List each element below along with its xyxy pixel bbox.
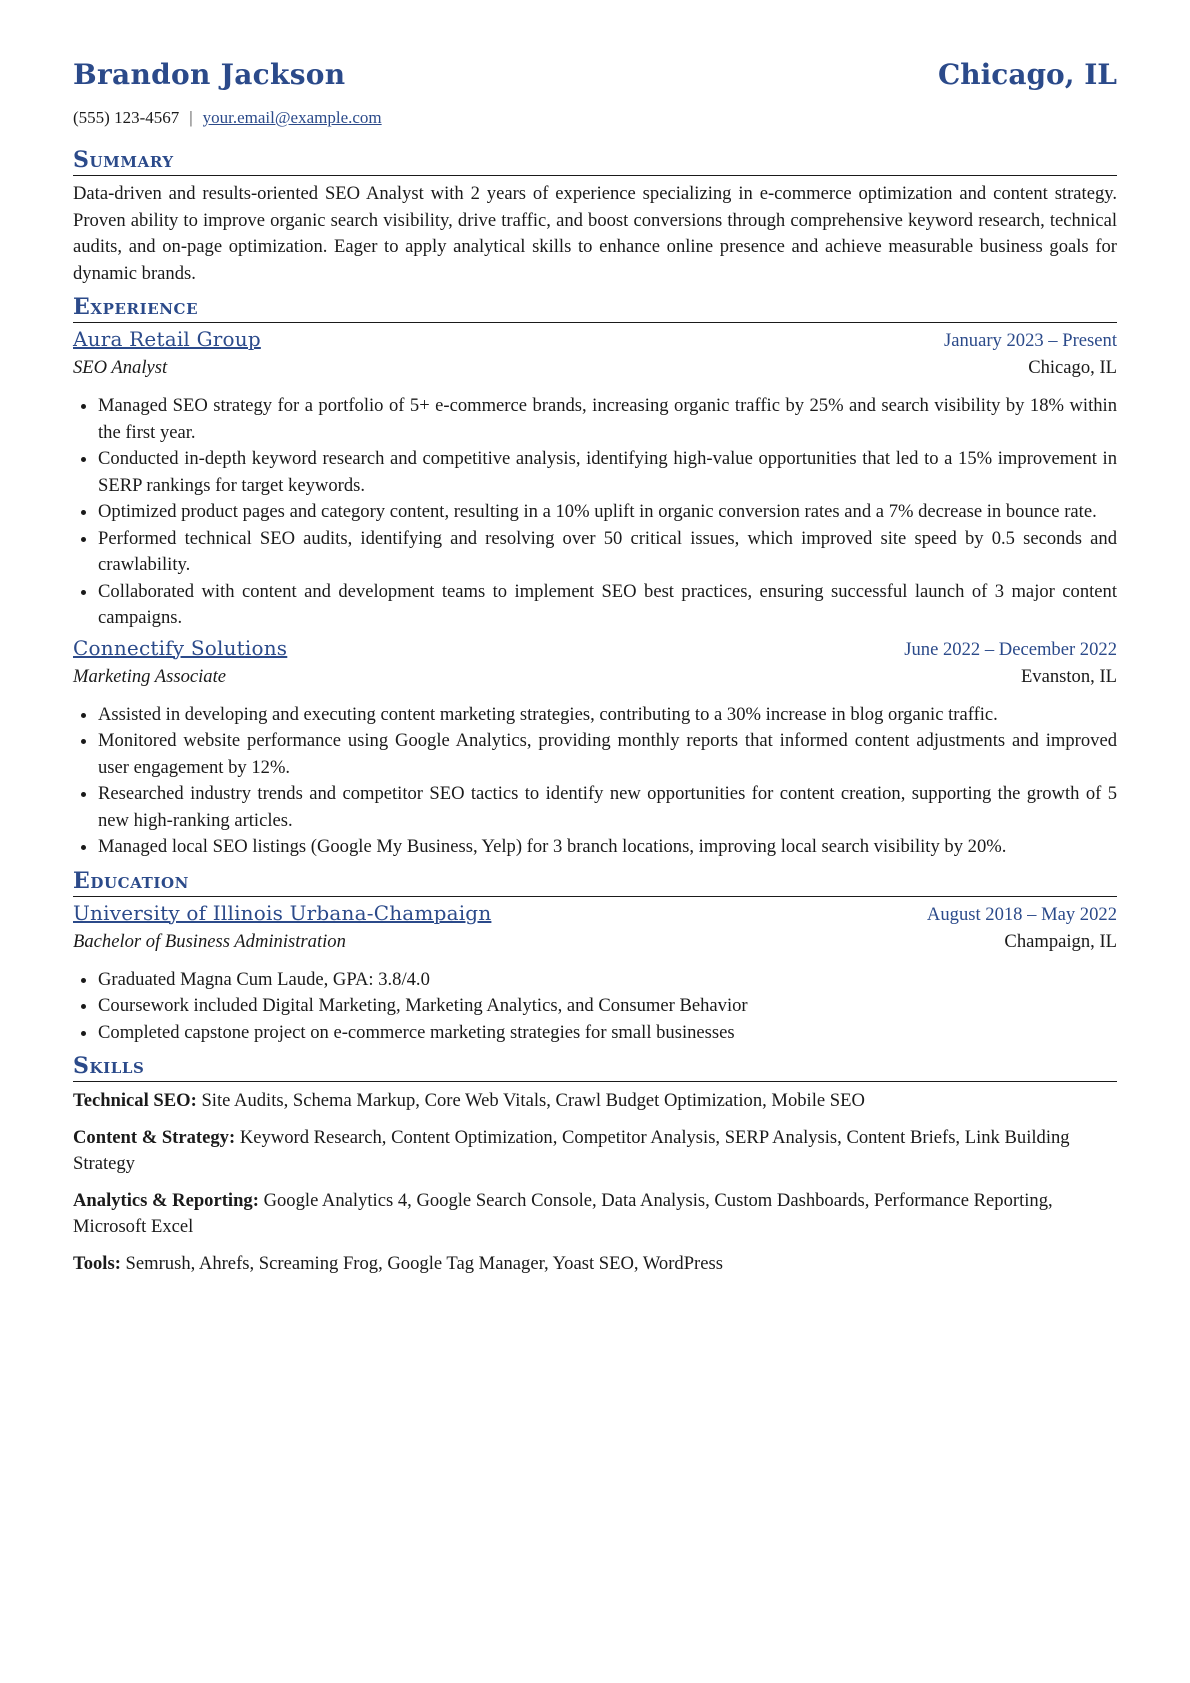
skill-value: Google Analytics 4, Google Search Console, Data Analysis, Custom Dashboards, Performance Reporting, Microsoft Excel — [73, 1189, 1053, 1237]
entry-location: Chicago, IL — [1028, 357, 1117, 378]
experience-section — [73, 293, 1117, 861]
resume-header — [73, 58, 1117, 98]
skills-list — [73, 1088, 1117, 1277]
school-name-link[interactable]: University of Illinois Urbana-Champaign — [73, 900, 492, 925]
entry-location: Champaign, IL — [1004, 930, 1117, 952]
list-item: • Graduated Magna Cum Laude, GPA: 3.8/4.0 — [98, 967, 1117, 994]
list-item: • Managed local SEO listings (Google My Business, Yelp) for 3 branch locations, improving local search visibility by 20%. — [98, 834, 1117, 861]
list-item: • Optimized product pages and category content, resulting in a 10% uplift in organic conversion rates and a 7% decrease in bounce rate. — [98, 499, 1117, 526]
entry-dates: June 2022 – December 2022 — [904, 638, 1117, 660]
skill-label: Technical SEO: — [73, 1090, 197, 1111]
contact-separator: | — [189, 108, 193, 127]
entry-subheader — [73, 357, 1117, 385]
skill-label: Tools: — [73, 1252, 121, 1274]
entry-header — [73, 901, 1117, 931]
entry-header — [73, 636, 1117, 666]
company-name-link[interactable]: Connectify Solutions — [73, 635, 288, 660]
list-item: • Performed technical SEO audits, identifying and resolving over 50 critical issues, which improved site speed by 0.5 seconds and crawlability. — [98, 526, 1117, 579]
entry-header — [73, 327, 1117, 357]
list-item: • Coursework included Digital Marketing, Marketing Analytics, and Consumer Behavior — [98, 993, 1117, 1020]
skill-value: Site Audits, Schema Markup, Core Web Vitals, Crawl Budget Optimization, Mobile SEO — [201, 1090, 865, 1111]
bullet-list — [73, 967, 1117, 1047]
list-item: • Completed capstone project on e-commerce marketing strategies for small businesses — [98, 1020, 1117, 1047]
experience-entry — [73, 327, 1117, 632]
contact-line — [73, 108, 1117, 132]
list-item: • Collaborated with content and development teams to implement SEO best practices, ensuring successful launch of 3 major content campaigns. — [98, 579, 1117, 632]
skill-value: Semrush, Ahrefs, Screaming Frog, Google Tag Manager, Yoast SEO, WordPress — [125, 1252, 723, 1274]
skill-value: Keyword Research, Content Optimization, Competitor Analysis, SERP Analysis, Content Briefs, Link Building Strategy — [73, 1126, 1070, 1174]
bullet-list — [73, 393, 1117, 632]
skill-label: Content & Strategy: — [73, 1126, 236, 1148]
entry-subheader — [73, 931, 1117, 959]
list-item: • Conducted in-depth keyword research and competitive analysis, identifying high-value opportunities that led to a 15% improvement in SERP rankings for target keywords. — [98, 446, 1117, 499]
entry-subheader — [73, 666, 1117, 694]
skill-row — [73, 1188, 1117, 1241]
skill-label: Analytics & Reporting: — [73, 1189, 259, 1211]
education-entry — [73, 901, 1117, 1047]
skill-row — [73, 1125, 1117, 1178]
experience-entry — [73, 636, 1117, 861]
candidate-location: Chicago, IL — [937, 58, 1117, 91]
summary-section — [73, 146, 1117, 287]
job-title: Marketing Associate — [73, 665, 227, 687]
entry-dates: August 2018 – May 2022 — [926, 903, 1117, 925]
degree-title: Bachelor of Business Administration — [73, 930, 346, 952]
list-item: • Monitored website performance using Google Analytics, providing monthly reports that informed content adjustments and improved user engagement by 12%. — [98, 728, 1117, 781]
skills-heading: Skills — [73, 1052, 1117, 1082]
summary-heading: Summary — [73, 146, 1117, 176]
phone-number: (555) 123-4567 — [73, 108, 180, 127]
list-item: • Researched industry trends and competitor SEO tactics to identify new opportunities for content creation, supporting the growth of 5 new high-ranking articles. — [98, 781, 1117, 834]
list-item: • Managed SEO strategy for a portfolio of 5+ e-commerce brands, increasing organic traffic by 25% and search visibility by 18% within the first year. — [98, 393, 1117, 446]
bullet-list — [73, 702, 1117, 861]
experience-heading: Experience — [73, 293, 1117, 323]
entry-location: Evanston, IL — [1020, 665, 1117, 687]
job-title: SEO Analyst — [73, 357, 168, 378]
entry-dates: January 2023 – Present — [944, 330, 1117, 351]
skill-row — [73, 1088, 1117, 1115]
skills-section — [73, 1052, 1117, 1277]
skill-row — [73, 1251, 1117, 1278]
list-item: • Assisted in developing and executing content marketing strategies, contributing to a 30% increase in blog organic traffic. — [98, 702, 1117, 729]
candidate-name: Brandon Jackson — [73, 58, 346, 91]
company-name-link[interactable]: Aura Retail Group — [73, 327, 261, 351]
education-heading: Education — [73, 867, 1117, 897]
summary-text: Data-driven and results-oriented SEO Analyst with 2 years of experience specializing in e-commerce optimization and content strategy. Proven ability to improve organic search visibility, drive traffic, and boost conversions through comprehensive keyword research, technical audits, and on-page optimization. Eager to apply analytical skills to enhance online presence and achieve measurable business goals for dynamic brands. — [73, 183, 1117, 284]
email-link[interactable]: your.email@example.com — [202, 108, 382, 127]
education-section — [73, 867, 1117, 1047]
